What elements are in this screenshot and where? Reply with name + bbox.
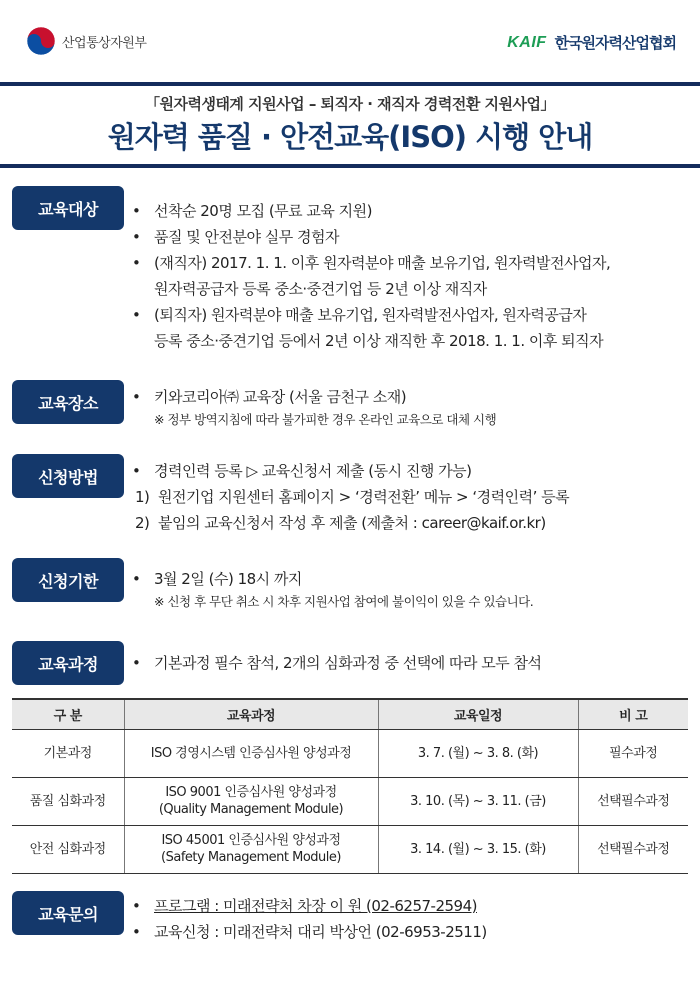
step-item: 2) 붙임의 교육신청서 작성 후 제출 (제출처 : career@kaif.or.kr): [135, 514, 546, 532]
header-course: 교육과정: [124, 699, 378, 729]
place-content: [132, 384, 692, 430]
step-item: 1) 원전기업 지원센터 홈페이지 > ‘경력전환’ 메뉴 > ‘경력인력’ 등록: [135, 488, 570, 506]
label-course: 교육과정: [12, 641, 124, 685]
title-rule-top: [0, 82, 700, 86]
list-item: [132, 893, 692, 919]
cell-schedule: 3. 7. (월) ~ 3. 8. (화): [378, 729, 578, 777]
cell-category: 품질 심화과정: [12, 777, 124, 825]
bullet: •: [132, 254, 141, 272]
bullet: •: [132, 388, 141, 406]
apply-content: [132, 458, 692, 536]
taegeuk-icon: [26, 26, 56, 56]
ministry-name: 산업통상자원부: [62, 35, 147, 51]
header: [0, 0, 700, 82]
kaif-logo-mark: KAIF: [507, 33, 547, 51]
label-place: 교육장소: [12, 380, 124, 424]
list-item: • 기본과정 필수 참석, 2개의 심화과정 중 선택에 따라 모두 참석: [132, 650, 692, 676]
bullet: •: [132, 306, 141, 324]
cell-category: 안전 심화과정: [12, 825, 124, 873]
cell-note: 필수과정: [578, 729, 688, 777]
cell-note: 선택필수과정: [578, 777, 688, 825]
label-target: 교육대상: [12, 186, 124, 230]
kaif-logo: [507, 32, 676, 53]
target-content: [132, 198, 692, 354]
deadline-note: ※ 신청 후 무단 취소 시 차후 지원사업 참여에 불이익이 있을 수 있습니다.: [154, 594, 534, 609]
deadline-content: [132, 566, 692, 612]
list-item: • 3월 2일 (수) 18시 까지: [132, 566, 692, 592]
cell-course: ISO 9001 인증심사원 양성과정 (Quality Management Module): [124, 777, 378, 825]
bullet: •: [132, 570, 141, 588]
list-item: • 품질 및 안전분야 실무 경험자: [132, 224, 692, 250]
header-note: 비 고: [578, 699, 688, 729]
label-contact: 교육문의: [12, 891, 124, 935]
table-header-row: [12, 699, 688, 729]
bullet: •: [132, 923, 141, 941]
course-table: [12, 698, 688, 874]
cell-note: 선택필수과정: [578, 825, 688, 873]
cell-category: 기본과정: [12, 729, 124, 777]
kaif-org-name: 한국원자력산업협회: [554, 34, 676, 52]
cell-course: ISO 경영시스템 인증심사원 양성과정: [124, 729, 378, 777]
cell-course: ISO 45001 인증심사원 양성과정 (Safety Management Module): [124, 825, 378, 873]
cell-schedule: 3. 14. (월) ~ 3. 15. (화): [378, 825, 578, 873]
list-item: • 선착순 20명 모집 (무료 교육 지원): [132, 198, 692, 224]
list-item: • (재직자) 2017. 1. 1. 이후 원자력분야 매출 보유기업, 원자력발전사업자,: [132, 250, 692, 276]
bullet: •: [132, 462, 141, 480]
bullet: •: [132, 897, 141, 915]
course-content: [132, 650, 692, 676]
ministry-logo: [26, 26, 146, 56]
bullet: •: [132, 202, 141, 220]
contact-program: 프로그램 : 미래전략처 차장 이 원 (02-6257-2594): [154, 897, 477, 915]
place-note: ※ 정부 방역지침에 따라 불가피한 경우 온라인 교육으로 대체 시행: [154, 412, 497, 427]
page-title: 원자력 품질 · 안전교육(ISO) 시행 안내: [107, 120, 593, 154]
label-deadline: 신청기한: [12, 558, 124, 602]
program-subtitle: 「원자력생태계 지원사업 – 퇴직자 · 재직자 경력전환 지원사업」: [144, 95, 556, 113]
list-item-continued: 원자력공급자 등록 중소·중견기업 등 2년 이상 재직자: [154, 280, 487, 298]
bullet: •: [132, 228, 141, 246]
table-row: [12, 729, 688, 777]
label-apply: 신청방법: [12, 454, 124, 498]
bullet: •: [132, 654, 141, 672]
table-row: [12, 777, 688, 825]
list-item-continued: 등록 중소·중견기업 등에서 2년 이상 재직한 후 2018. 1. 1. 이후 퇴직자: [154, 332, 604, 350]
table-row: [12, 825, 688, 873]
contact-apply: 교육신청 : 미래전략처 대리 박상언 (02-6953-2511): [154, 923, 487, 941]
list-item: • (퇴직자) 원자력분야 매출 보유기업, 원자력발전사업자, 원자력공급자: [132, 302, 692, 328]
header-schedule: 교육일정: [378, 699, 578, 729]
contact-content: [132, 893, 692, 945]
cell-schedule: 3. 10. (목) ~ 3. 11. (금): [378, 777, 578, 825]
list-item: • 키와코리아㈜ 교육장 (서울 금천구 소재): [132, 384, 692, 410]
header-category: 구 분: [12, 699, 124, 729]
list-item: • 경력인력 등록 ▷ 교육신청서 제출 (동시 진행 가능): [132, 458, 692, 484]
title-rule-bottom: [0, 164, 700, 168]
list-item: [132, 919, 692, 945]
